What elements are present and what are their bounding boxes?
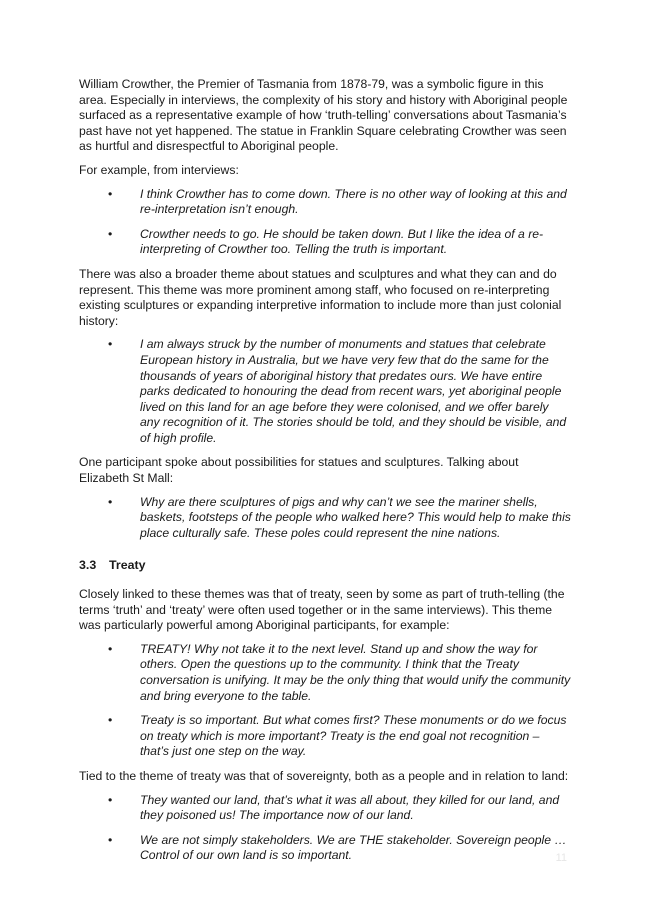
paragraph-sovereignty: Tied to the theme of treaty was that of sovereignty, both as a people and in relation to land: [79,768,569,783]
paragraph-for-example: For example, from interviews: [79,162,239,177]
quote-text: Crowther needs to go. He should be taken down. But I like the idea of a re-interpreting of Crowther too. Telling the truth is important. [140,226,544,257]
quote-list-crowther [79,187,571,258]
quote-text: We are not simply stakeholders. We are THE stakeholder. Sovereign people … Control of our own land is so important. [140,832,567,863]
paragraph-crowther-intro: William Crowther, the Premier of Tasmania from 1878-79, was a symbolic figure in this area. Especially in interviews, the complexity of his story and history with Aboriginal people surfaced as a representative example of how ‘truth-telling’ conversations about Tasmania’s past have not yet happened. The statue in Franklin Square celebrating Crowther was seen as hurtful and disrespectful to Aboriginal people. [79,77,568,154]
bullet-icon: • [108,792,113,807]
section-number: 3.3 [79,558,97,573]
quote-item [79,642,571,704]
quote-item [79,495,571,542]
bullet-icon: • [108,186,113,201]
quote-item [79,337,571,446]
quote-item [79,793,571,824]
bullet-icon: • [108,713,113,728]
quote-item [79,227,571,258]
bullet-icon: • [108,337,113,352]
quote-list-sculptures [79,495,571,542]
paragraph-statues-theme: There was also a broader theme about statues and sculptures and what they can and do represent. This theme was more prominent among staff, who focused on re-interpreting existing sculptures or expanding interpretive information to include more than just colonial history: [79,266,562,328]
quote-text: Why are there sculptures of pigs and why can’t we see the mariner shells, baskets, footsteps of the people who walked here? This would help to make this place culturally safe. These poles could represent the nine nations. [140,494,571,540]
bullet-icon: • [108,494,113,509]
quote-item [79,833,571,864]
quote-text: They wanted our land, that’s what it was all about, they killed for our land, and they poisoned us! The importance now of our land. [140,792,560,823]
quote-text: I am always struck by the number of monuments and statues that celebrate European history in Australia, but we have very few that do the same for the thousands of years of aboriginal history that predates ours. We have entire parks dedicated to honouring the dead from recent wars, yet aboriginal people lived on this land for an age before they were colonised, and we offer barely any recognition of it. The stories should be told, and they should be visible, and of high profile. [140,337,567,445]
section-heading [79,558,571,574]
paragraph-treaty: Closely linked to these themes was that of treaty, seen by some as part of truth-telling (the terms ‘truth’ and ‘treaty’ were often used together or in the same interviews). This theme was particularly powerful among Aboriginal participants, for example: [79,587,565,633]
quote-list-monuments [79,337,571,446]
page-number: 11 [555,852,567,864]
bullet-icon: • [108,832,113,847]
bullet-icon: • [108,226,113,241]
quote-item [79,713,571,760]
section-title: Treaty [109,558,146,573]
quote-text: TREATY! Why not take it to the next level. Stand up and show the way for others. Open the questions up to the community. I think that the Treaty conversation is unifying. It may be the only thing that would unify the community and bring everyone to the table. [140,641,571,703]
quote-text: I think Crowther has to come down. There is no other way of looking at this and re-interpretation isn’t enough. [140,186,567,217]
quote-list-treaty [79,642,571,760]
bullet-icon: • [108,641,113,656]
quote-list-sovereignty [79,793,571,864]
paragraph-elizabeth-mall: One participant spoke about possibilities for statues and sculptures. Talking about Elizabeth St Mall: [79,455,519,486]
quote-text: Treaty is so important. But what comes first? These monuments or do we focus on treaty which is more important? Treaty is the end goal not recognition – that’s just one step on the way. [140,713,567,759]
document-page [79,77,571,873]
quote-item [79,187,571,218]
